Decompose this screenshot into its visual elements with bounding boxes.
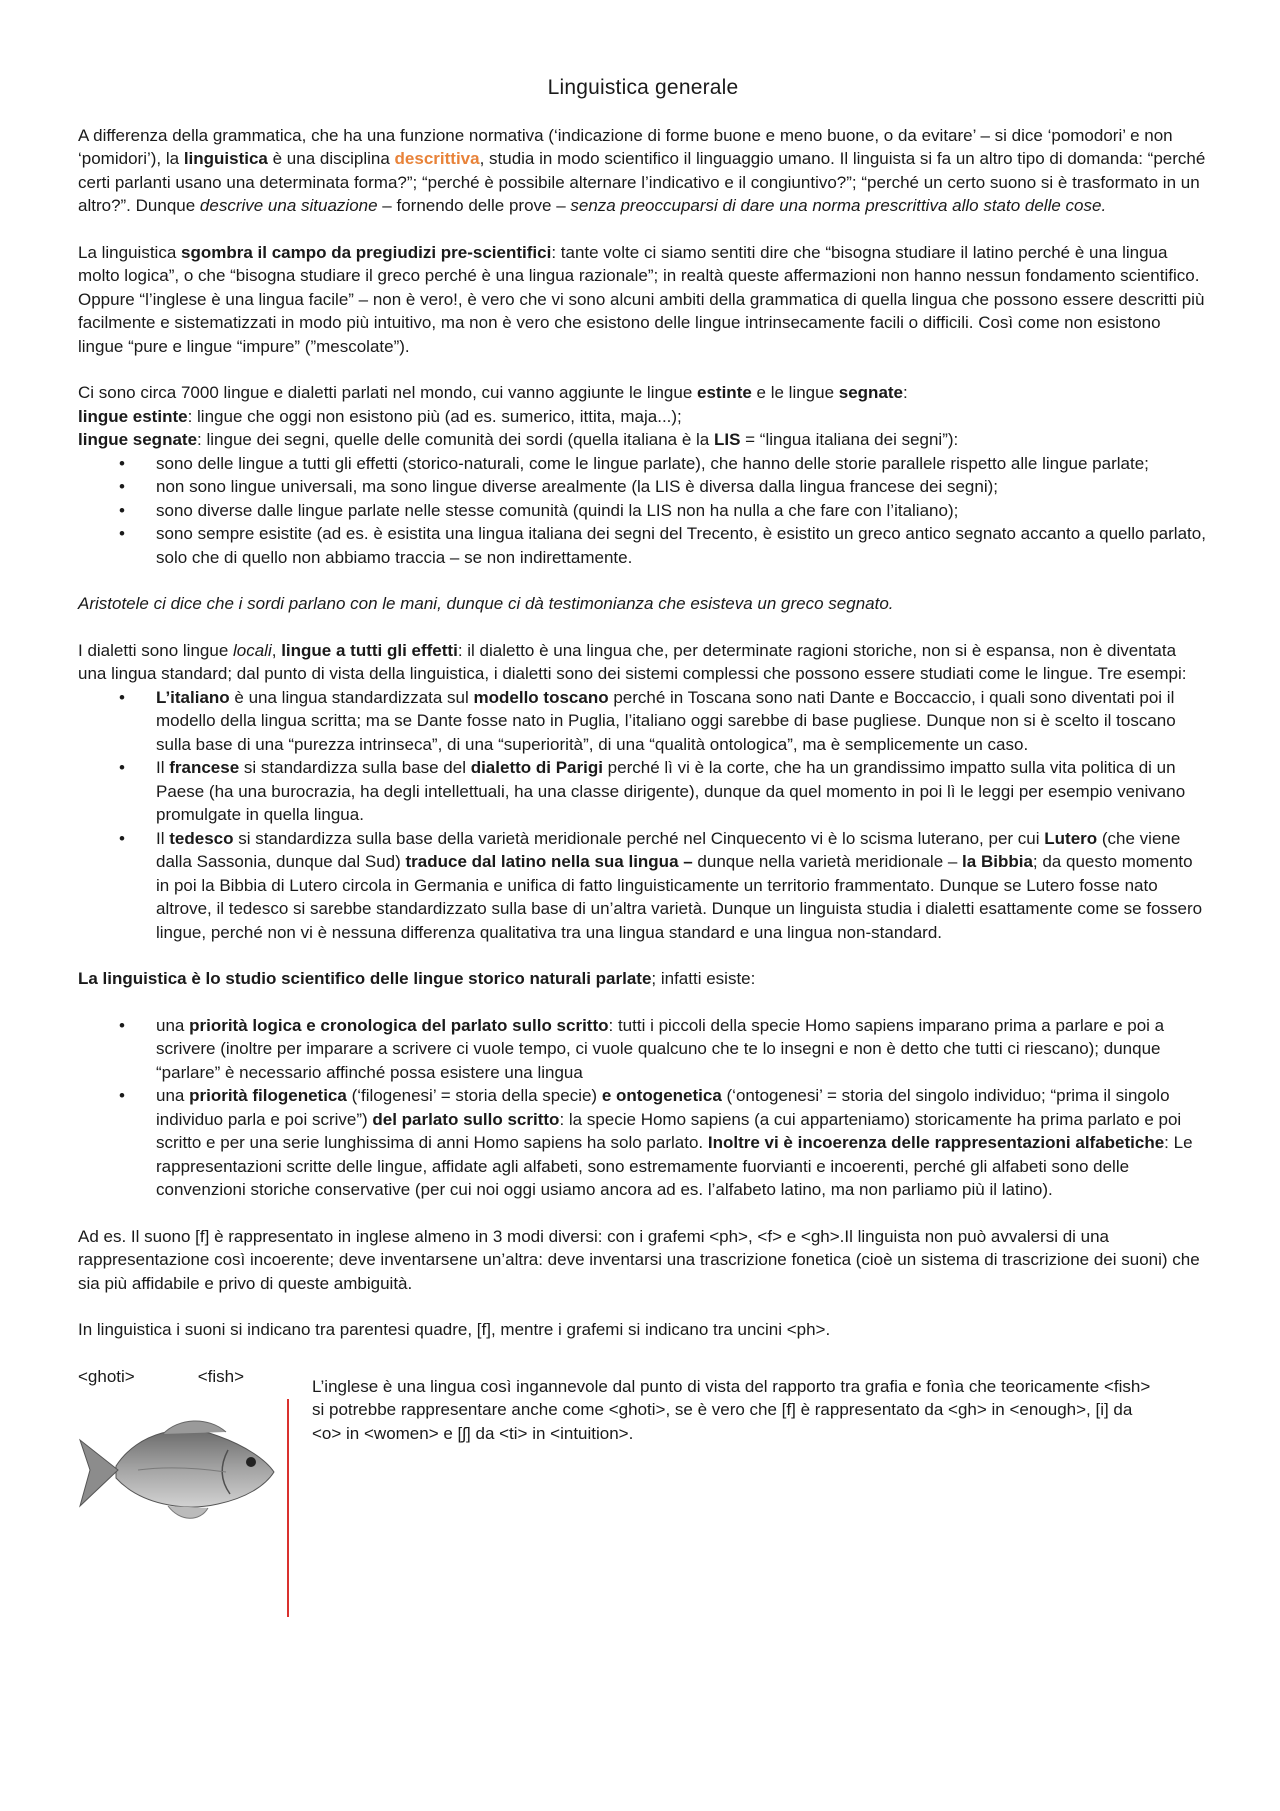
list-item: • sono delle lingue a tutti gli effetti (storico-naturali, come le lingue parlate), che hanno delle storie parallele rispetto alle lingue parlate; [156, 452, 1208, 476]
paragraph-studio-scientifico: La linguistica è lo studio scientifico delle lingue storico naturali parlate; infatti esiste: [78, 969, 756, 988]
list-item: • una priorità filogenetica (‘filogenesi’ = storia della specie) e ontogenetica (‘ontogenesi’ = storia del singolo individuo; “prima il singolo individuo parla e poi scrive”) del parlato sullo scritto: la specie Homo sapiens (a cui apparteniamo) storicamente ha prima parlato e poi scritto e per una serie lunghissima di anni Homo sapiens ha solo parlato. Inoltre vi è incoerenza delle rappresentazioni alfabetiche: Le rappresentazioni scritte delle lingue, affidate agli alfabeti, sono estremamente fuorvianti e incoerenti, perché gli alfabeti sono delle convenzioni storiche conservative (per cui noi oggi usiamo ancora ad es. l’alfabeto latino, ma non parliamo più il latino). [156, 1084, 1208, 1202]
line-lingue-estinte: lingue estinte: lingue che oggi non esistono più (ad es. sumerico, ittita, maja...); [78, 406, 682, 426]
paragraph-notazione: In linguistica i suoni si indicano tra parentesi quadre, [f], mentre i grafemi si indicano tra uncini <ph>. [78, 1320, 831, 1339]
section-priorita [78, 967, 1208, 1202]
line-lingue-segnate: lingue segnate: lingue dei segni, quelle delle comunità dei sordi (quella italiana è la LIS = “lingua italiana dei segni”): [78, 430, 959, 449]
list-priorita [78, 1014, 1208, 1202]
paragraph-dialetti: I dialetti sono lingue locali, lingue a tutti gli effetti: il dialetto è una lingua che, per determinate ragioni storiche, non si è espansa, non è diventata una lingua standard; dal punto di vista della linguistica, i dialetti sono dei sistemi complessi che possono essere studiati come le lingue. Tre esempi: [78, 640, 1187, 683]
list-item: • una priorità logica e cronologica del parlato sullo scritto: tutti i piccoli della specie Homo sapiens imparano prima a parlare e poi a scrivere (inoltre per imparare a scrivere ci vuole tempo, ci vuole qualcuno che te lo insegni e non è detto che tutti ci riescano); dunque “parlare” è necessario affinché possa esistere una lingua [156, 1014, 1208, 1085]
divider-line [287, 1399, 289, 1617]
document-page [78, 76, 1208, 1525]
list-item: • L’italiano è una lingua standardizzata sul modello toscano perché in Toscana sono nati Dante e Boccaccio, i quali sono diventati poi il modello della lingua scritta; ma se Dante fosse nato in Puglia, l’italiano oggi sarebbe di base pugliese. Dunque non si è scelto il toscano sulla base di una “purezza intrinseca”, di una “superiorità”, di una “qualità ontologica”, ma è semplicemente un caso. [156, 686, 1208, 757]
word-ghoti: <ghoti> [78, 1366, 135, 1386]
section-lingue [78, 381, 1208, 569]
paragraph-pregiudizi: La linguistica sgombra il campo da pregiudizi pre-scientifici: tante volte ci siamo sentiti dire che “bisogna studiare il latino perché è una lingua molto logica”, o che “bisogna studiare il greco perché è una lingua razionale”; in realtà queste affermazioni non hanno nessun fondamento scientifico. Oppure “l’inglese è una lingua facile” – non è vero!, è vero che vi sono alcuni ambiti della grammatica di quella lingua che possono essere descritti più facilmente e sistematizzati in modo più intuitivo, ma non è vero che esistono delle lingue intrinsecamente facili o difficili. Così come non esistono lingue “pure e lingue “impure” (”mescolate”). [78, 242, 1205, 356]
section-dialetti [78, 639, 1208, 945]
paragraph-aristotele: Aristotele ci dice che i sordi parlano con le mani, dunque ci dà testimonianza che esisteva un greco segnato. [78, 594, 894, 613]
list-item: • Il tedesco si standardizza sulla base della varietà meridionale perché nel Cinquecento vi è lo scisma luterano, per cui Lutero (che viene dalla Sassonia, dunque dal Sud) traduce dal latino nella sua lingua – dunque nella varietà meridionale – la Bibbia; da questo momento in poi la Bibbia di Lutero circola in Germania e unifica di fatto linguisticamente un territorio frammentato. Dunque se Lutero fosse nato altrove, il tedesco si sarebbe standardizzato sulla base di un’altra varietà. Dunque un linguista studia i dialetti esattamente come se fossero lingue, perché non vi è nessuna differenza qualitativa tra una lingua standard e una lingua non-standard. [156, 827, 1208, 945]
list-item: • non sono lingue universali, ma sono lingue diverse arealmente (la LIS è diversa dalla lingua francese dei segni); [156, 475, 1208, 499]
highlight-descrittiva: descrittiva [394, 149, 480, 168]
paragraph-grafemi: Ad es. Il suono [f] è rappresentato in inglese almeno in 3 modi diversi: con i grafemi <ph>, <f> e <gh>.Il linguista non può avvalersi di una rappresentazione così incoerente; deve inventarsene un’altra: deve inventarsi una trascrizione fonetica (cioè un sistema di trascrizione dei suoni) che sia più affidabile e privo di queste ambiguità. [78, 1226, 1200, 1293]
list-item: • sono diverse dalle lingue parlate nelle stesse comunità (quindi la LIS non ha nulla a che fare con l’italiano); [156, 499, 1208, 523]
word-fish: <fish> [197, 1366, 245, 1386]
list-esempi [78, 686, 1208, 945]
example-explanation: L’inglese è una lingua così ingannevole dal punto di vista del rapporto tra grafia e fonìa che teoricamente <fish> si potrebbe rappresentare anche come <ghoti>, se è vero che [f] è rappresentato da <gh> in <enough>, [i] da <o> in <women> e [ʃ] da <ti> in <intuition>. [312, 1376, 1151, 1443]
list-item: • sono sempre esistite (ad es. è esistita una lingua italiana dei segni del Trecento, è esistito un greco antico segnato accanto a quello parlato, solo che di quello non abbiamo traccia – se non indirettamente. [156, 522, 1208, 569]
page-title: Linguistica generale [547, 76, 739, 99]
example-ghoti [78, 1365, 1208, 1525]
list-item: • Il francese si standardizza sulla base del dialetto di Parigi perché lì vi è la corte, che ha un grandissimo impatto sulla vita politica di un Paese (ha una burocrazia, ha degli intellettuali, ha una classe dirigente), dunque da quel momento in poi lì le leggi per esempio venivano promulgate in quella lingua. [156, 756, 1208, 827]
paragraph-lingue: Ci sono circa 7000 lingue e dialetti parlati nel mondo, cui vanno aggiunte le lingue estinte e le lingue segnate: [78, 383, 908, 402]
fish-icon [68, 1410, 283, 1528]
paragraph-intro: A differenza della grammatica, che ha una funzione normativa (‘indicazione di forme buone e meno buone, o da evitare’ – si dice ‘pomodori’ e non ‘pomidori’), la linguistica è una disciplina descrittiva, studia in modo scientifico il linguaggio umano. Il linguista si fa un altro tipo di domanda: “perché certi parlanti usano una determinata forma?”; “perché è possibile alternare l’indicativo e il congiuntivo?”; “perché un certo suono si è trasformato in un altro?”. Dunque descrive una situazione – fornendo delle prove – senza preoccuparsi di dare una norma prescrittiva allo stato delle cose. [78, 125, 1206, 215]
list-lingue-segnate [78, 452, 1208, 570]
